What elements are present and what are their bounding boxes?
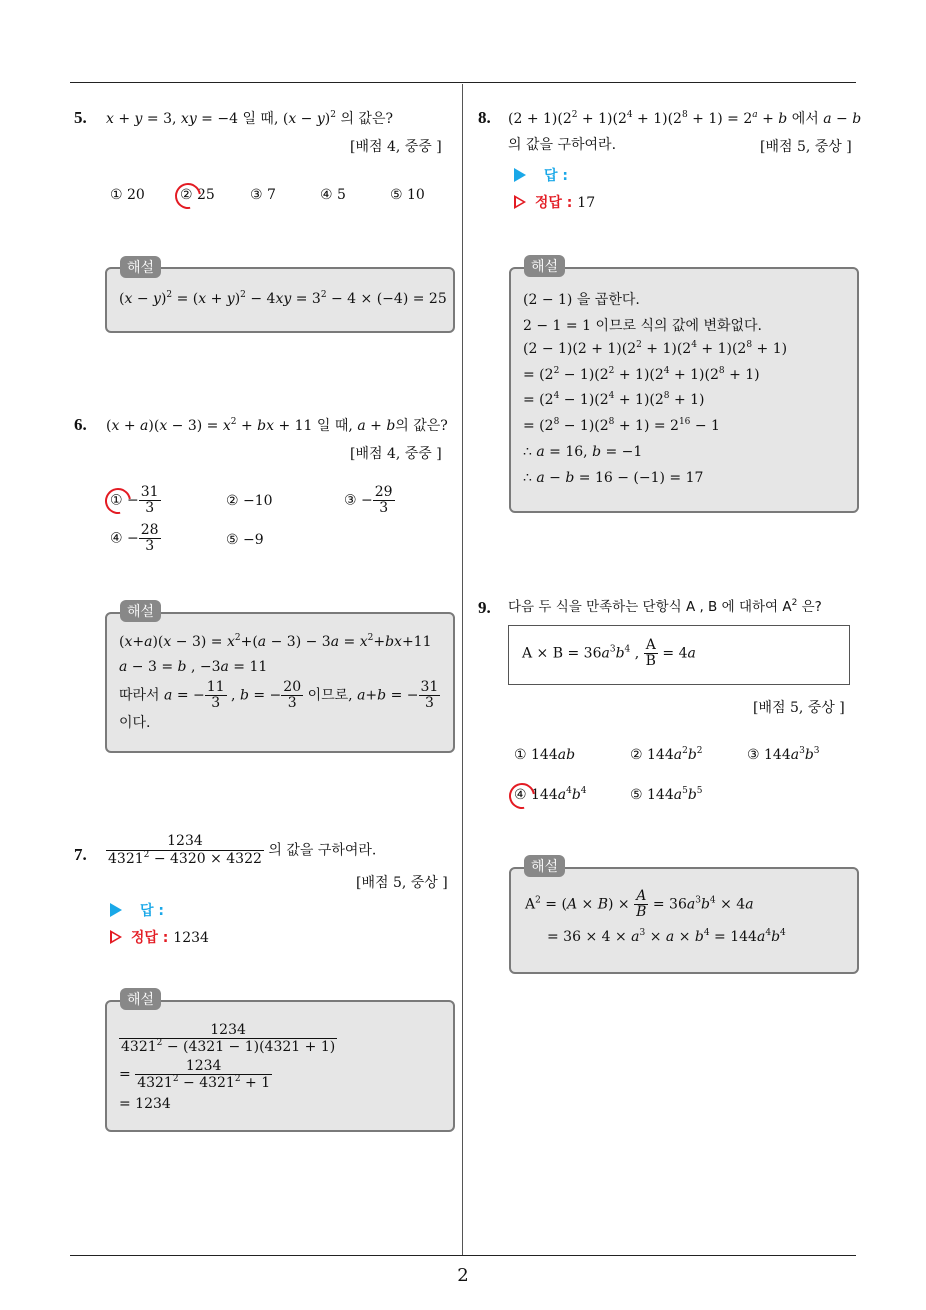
page-number: 2 [457, 1265, 469, 1286]
q8-solution-line-6: = $(2^8 - 1)(2^8 + 1) = 2^{16} - 1$ [523, 417, 720, 434]
q7-correct-value: 1234 [173, 930, 209, 946]
play-icon [110, 903, 122, 917]
q8-solution-line-2: 2 − 1 = 1 이므로 식의 값에 변화없다. [523, 318, 763, 334]
q7-solution-line-1: $\frac{1234}{4321^2 - (4321 - 1)(4321 + 1)}$ [121, 1022, 336, 1055]
q5-solution-line: $(x - y)^2 = (x + y)^2 - 4xy = 3^2 - 4 \times (-4) = 25$ [119, 290, 447, 307]
q6-choice-4[interactable]: ④ − $\frac{28}{3}$ [110, 522, 159, 554]
q5-answer-mark [170, 178, 206, 214]
bottom-rule [70, 1255, 856, 1256]
q8-solution-line-4: = $(2^2 - 1)(2^2 + 1)(2^4 + 1)(2^8 + 1)$ [523, 366, 760, 383]
q8-score: [배점 5, 중상 ] [760, 139, 852, 155]
q6-solution-tag: 해설 [120, 600, 161, 622]
q6-score: [배점 4, 중중 ] [350, 446, 442, 462]
q5-stem: x + y = 3, xy = −4 일 때, $(x - y)^2$ 의 값은? [106, 110, 393, 127]
q9-solution-box [509, 867, 859, 974]
q9-solution-line-1: $A^2 = (A \times B)$ × $\frac{A}{B}$ = $36a^3b^4 \times 4a$ [525, 888, 754, 920]
q6-choice-3[interactable]: ③ − $\frac{29}{3}$ [344, 484, 393, 516]
q9-choice-5[interactable]: ⑤ $144a^5b^5$ [630, 786, 703, 803]
q9-choice-2[interactable]: ② $144a^2b^2$ [630, 746, 703, 763]
q7-number: 7. [74, 845, 87, 864]
q7-solution-box [105, 1000, 455, 1132]
q9-solution-line-2: = $36 \times 4 \times a^3 \times a \times b^4 = 144a^4b^4$ [547, 928, 786, 945]
q5-number: 5. [74, 108, 87, 127]
q9-choice-1[interactable]: ① 144ab [514, 747, 576, 763]
q9-score: [배점 5, 중상 ] [753, 700, 845, 716]
q5-score: [배점 4, 중중 ] [350, 139, 442, 155]
q5-choice-1[interactable]: ① 20 [110, 187, 145, 203]
q6-choice-1[interactable]: ① − $\frac{31}{3}$ [110, 484, 159, 516]
q7-score: [배점 5, 중상 ] [356, 875, 448, 891]
q8-solution-line-8: ∴ a − b = 16 − (−1) = 17 [523, 470, 704, 486]
q8-solution-line-7: ∴ a = 16, b = −1 [523, 444, 643, 460]
q6-choice-2[interactable]: ② −10 [226, 493, 273, 509]
q8-answer-label: 답 : [514, 165, 568, 185]
q6-solution-line-2: a − 3 = b , −3a = 11 [119, 659, 268, 675]
q8-correct-label: 정답 : 17 [514, 192, 595, 212]
q7-solution-tag: 해설 [120, 988, 161, 1010]
q6-number: 6. [74, 415, 87, 434]
q8-correct-value: 17 [577, 195, 596, 211]
q8-solution-line-5: = $(2^4 - 1)(2^4 + 1)(2^8 + 1)$ [523, 391, 705, 408]
q9-number: 9. [478, 598, 491, 617]
q5-choice-3[interactable]: ③ 7 [250, 187, 276, 203]
q7-solution-line-2: = $\frac{1234}{4321^2 - 4321^2 + 1}$ [119, 1058, 271, 1091]
q5-solution-tag: 해설 [120, 256, 161, 278]
q8-solution-line-1: (2 − 1) 을 곱한다. [523, 292, 640, 308]
q8-stem-line-2: 의 값을 구하여라. [508, 137, 617, 153]
q5-choice-5[interactable]: ⑤ 10 [390, 187, 425, 203]
q6-stem: $(x + a)(x - 3) = x^2$ + bx + 11 일 때, a + b의 값은? [106, 417, 448, 434]
q5-choice-4[interactable]: ④ 5 [320, 187, 346, 203]
q9-choice-3[interactable]: ③ $144a^3b^3$ [747, 746, 820, 763]
top-rule [70, 82, 856, 83]
q6-solution-line-1: $(x+a)(x - 3) = x^2+(a - 3) - 3a = x^2+bx+11$ [119, 633, 432, 650]
q8-solution-tag: 해설 [524, 255, 565, 277]
q7-stem: $\frac{1234}{4321^2 - 4320 \times 4322}$ 의 값을 구하여라. [108, 833, 377, 867]
q9-solution-tag: 해설 [524, 855, 565, 877]
q6-solution-line-3: 따라서 a = − $\frac{11}{3}$ , b = − $\frac{20}{3}$ 이므로, a+b = − $\frac{31}{3}$ [119, 679, 439, 711]
q7-solution-line-3: = 1234 [119, 1096, 171, 1112]
column-divider [462, 84, 463, 1256]
q9-answer-mark [504, 778, 540, 814]
q7-answer-label: 답 : [110, 900, 164, 920]
q8-solution-box [509, 267, 859, 513]
play-outline-icon [514, 195, 526, 209]
q8-stem-line-1: $(2 + 1)(2^2 + 1)(2^4 + 1)(2^8 + 1) = 2^a + b$ 에서 a − b [508, 110, 862, 127]
q6-solution-line-4: 이다. [119, 715, 151, 731]
q9-given-box [508, 625, 850, 685]
q9-stem: 다음 두 식을 만족하는 단항식 A , B 에 대하여 $A^2$ 은? [508, 598, 822, 615]
q9-choice-4[interactable]: ④ $144a^4b^4$ [514, 786, 587, 803]
q9-given-equations: $A \times B = 36a^3b^4$ , $\frac{A}{B}$ = 4a [522, 637, 696, 669]
q6-solution-box [105, 612, 455, 753]
play-outline-icon [110, 930, 122, 944]
q6-choice-5[interactable]: ⑤ −9 [226, 532, 264, 548]
q8-solution-line-3: $(2 - 1)(2 + 1)(2^2 + 1)(2^4 + 1)(2^8 + 1)$ [523, 340, 788, 357]
q5-choice-2[interactable]: ② 25 [180, 187, 215, 203]
play-icon [514, 168, 526, 182]
q7-correct-label: 정답 : 1234 [110, 927, 209, 947]
q8-number: 8. [478, 108, 491, 127]
